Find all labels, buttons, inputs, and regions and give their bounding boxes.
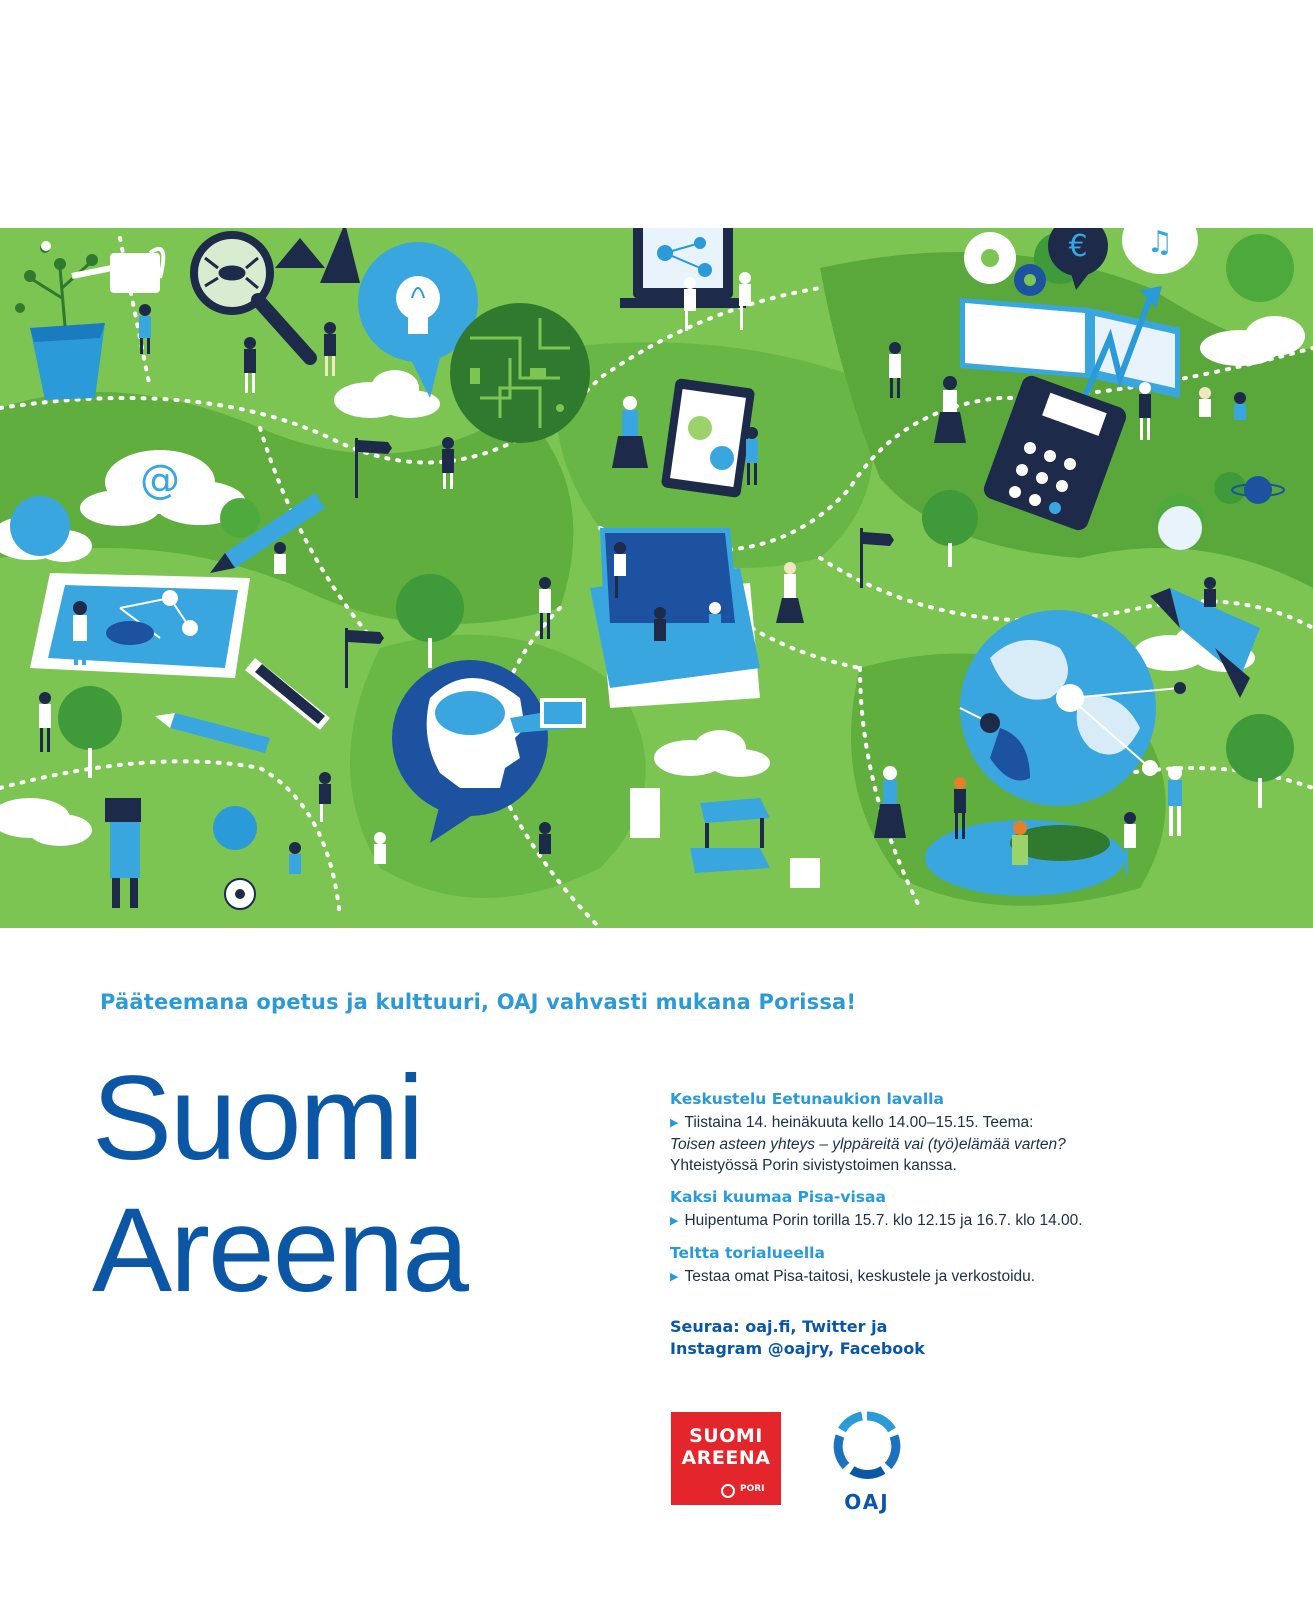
main-title-line-2: Areena <box>92 1183 467 1317</box>
person <box>289 842 301 874</box>
cursor-hand <box>540 698 586 728</box>
person <box>1012 821 1028 865</box>
suomi-areena-logo <box>671 1412 781 1505</box>
section-pisa-quiz <box>670 1188 1270 1232</box>
person <box>374 832 386 864</box>
circuit-sphere <box>450 303 590 443</box>
follow-info <box>670 1316 1270 1360</box>
section-text: Testaa omat Pisa-taitosi, keskustele ja verkostoidu. <box>684 1268 1036 1285</box>
main-title-line-1: Suomi <box>92 1051 423 1185</box>
at-cloud <box>140 457 180 503</box>
logo-small-text: PORI <box>740 1484 765 1494</box>
section-line <box>670 1112 1270 1134</box>
oaj-emblem-icon <box>832 1410 902 1480</box>
person <box>709 602 721 636</box>
logo-badge-icon <box>721 1484 735 1498</box>
section-line <box>670 1210 1270 1232</box>
blue-bubble <box>10 496 70 556</box>
beach-ball <box>213 806 257 850</box>
section-title: Keskustelu Eetunaukion lavalla <box>670 1090 944 1108</box>
person <box>274 542 286 574</box>
euro-symbol: € <box>1068 229 1088 264</box>
triangle-bullet-icon: ▶ <box>670 1271 679 1283</box>
section-theme: Toisen asteen yhteys – ylppäreitä vai (työ)elämää varten? <box>670 1136 1066 1153</box>
section-text: Huipentuma Porin torilla 15.7. klo 12.15 ja 16.7. klo 14.00. <box>684 1212 1083 1229</box>
logo-text: SUOMI <box>689 1425 763 1447</box>
oaj-logo <box>832 1410 902 1514</box>
triangle-bullet-icon: ▶ <box>670 1215 679 1227</box>
section-body <box>670 1266 1270 1288</box>
section-text: Yhteistyössä Porin sivistystoimen kanssa. <box>670 1157 957 1174</box>
main-title <box>92 1052 467 1316</box>
section-tent <box>670 1244 1270 1288</box>
person <box>1204 577 1216 607</box>
soccer-ball <box>225 879 255 909</box>
large-tablet <box>30 573 250 678</box>
event-info <box>670 1090 1270 1360</box>
section-body <box>670 1210 1270 1232</box>
person <box>654 607 666 641</box>
person <box>1234 392 1246 420</box>
section-line <box>670 1266 1270 1288</box>
tree <box>1226 234 1294 302</box>
person <box>1199 387 1211 417</box>
tree <box>1214 472 1246 504</box>
hero-illustration <box>0 228 1313 928</box>
laptop <box>620 228 746 308</box>
section-body <box>670 1112 1270 1176</box>
at-symbol: @ <box>140 457 180 503</box>
music-note-icon: ♫ <box>1146 228 1174 260</box>
moon <box>1158 506 1202 550</box>
section-title: Teltta torialueella <box>670 1244 825 1262</box>
illustration-canvas <box>0 228 1313 928</box>
tablet <box>661 378 756 498</box>
triangle-bullet-icon: ▶ <box>670 1117 679 1129</box>
tree <box>220 498 260 538</box>
person <box>539 822 551 854</box>
headline: Pääteemana opetus ja kulttuuri, OAJ vahvasti mukana Porissa! <box>100 990 857 1014</box>
section-discussion <box>670 1090 1270 1176</box>
oaj-logo-text: OAJ <box>844 1490 890 1514</box>
logo-text: AREENA <box>681 1447 771 1469</box>
follow-line-1: Seuraa: oaj.fi, Twitter ja <box>670 1317 888 1336</box>
section-text: Tiistaina 14. heinäkuuta kello 14.00–15.15. Teema: <box>684 1114 1034 1131</box>
follow-line-2: Instagram @oajry, Facebook <box>670 1339 925 1358</box>
section-title: Kaksi kuumaa Pisa-visaa <box>670 1188 886 1206</box>
